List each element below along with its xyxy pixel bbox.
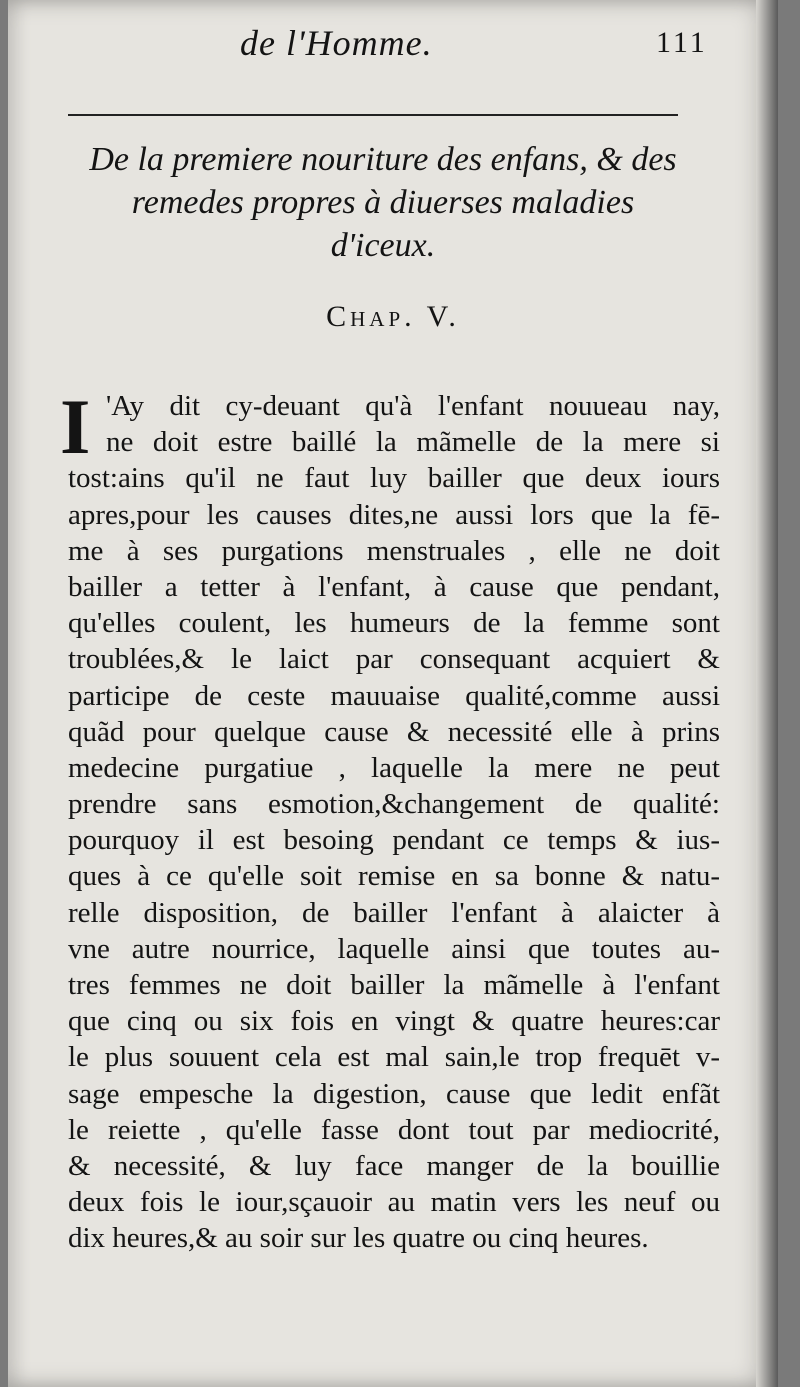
text-line: me à ses purgations menstruales , elle ne doit (68, 534, 720, 567)
text-line: vne autre nourrice, laquelle ainsi que toutes au- (68, 932, 720, 965)
text-line: pourquoy il est besoing pendant ce temps & ius- (68, 824, 720, 857)
text-line: que cinq ou six fois en vingt & quatre heures:car (68, 1005, 720, 1038)
text-line: quãd pour quelque cause & necessité elle à prins (68, 715, 720, 748)
running-title: de l'Homme. (240, 23, 433, 63)
text-line: apres,pour les causes dites,ne aussi lors que la fē- (68, 498, 720, 531)
body-text (68, 388, 720, 1257)
heading-line: De la premiere nouriture des enfans, & des (89, 141, 677, 178)
heading-line: d'iceux. (330, 227, 436, 264)
text-line: 'Ay dit cy-deuant qu'à l'enfant nouueau nay, (106, 390, 720, 422)
text-line: deux fois le iour,sçauoir au matin vers les neuf ou (68, 1186, 720, 1219)
text-line: qu'elles coulent, les humeurs de la femme sont (68, 607, 720, 640)
book-page (8, 0, 778, 1387)
text-line: sage empesche la digestion, cause que ledit enfãt (68, 1077, 720, 1110)
text-line: medecine purgatiue , laquelle la mere ne peut (68, 751, 720, 784)
heading-line: remedes propres à diuerses maladies (131, 184, 635, 221)
drop-cap: I (60, 383, 91, 470)
text-line: bailler a tetter à l'enfant, à cause que pendant, (68, 570, 720, 603)
header-rule (68, 114, 678, 116)
text-line: ne doit estre baillé la mãmelle de la mere si (106, 426, 720, 459)
text-line: tres femmes ne doit bailler la mãmelle à l'enfant (68, 969, 720, 1001)
text-line: tost:ains qu'il ne faut luy bailler que deux iours (68, 462, 720, 495)
text-line: troublées,& le laict par consequant acquiert & (68, 643, 720, 676)
chapter-label: Chap. V. (326, 300, 460, 333)
section-heading (68, 138, 698, 267)
page-number: 111 (656, 26, 708, 59)
text-line: relle disposition, de bailler l'enfant à alaicter à (68, 896, 720, 929)
text-line: le reiette , qu'elle fasse dont tout par mediocrité, (68, 1113, 720, 1146)
text-line: & necessité, & luy face manger de la bouillie (68, 1149, 720, 1182)
text-line: ques à ce qu'elle soit remise en sa bonne & natu- (68, 860, 720, 893)
running-head (8, 22, 778, 72)
scan-edge-shadow (756, 0, 778, 1387)
text-line: dix heures,& au soir sur les quatre ou cinq heures. (68, 1222, 649, 1255)
text-line: le plus souuent cela est mal sain,le trop frequēt v- (68, 1041, 720, 1074)
text-line: participe de ceste mauuaise qualité,comme aussi (68, 679, 720, 712)
text-line: prendre sans esmotion,&changement de qualité: (68, 788, 720, 821)
